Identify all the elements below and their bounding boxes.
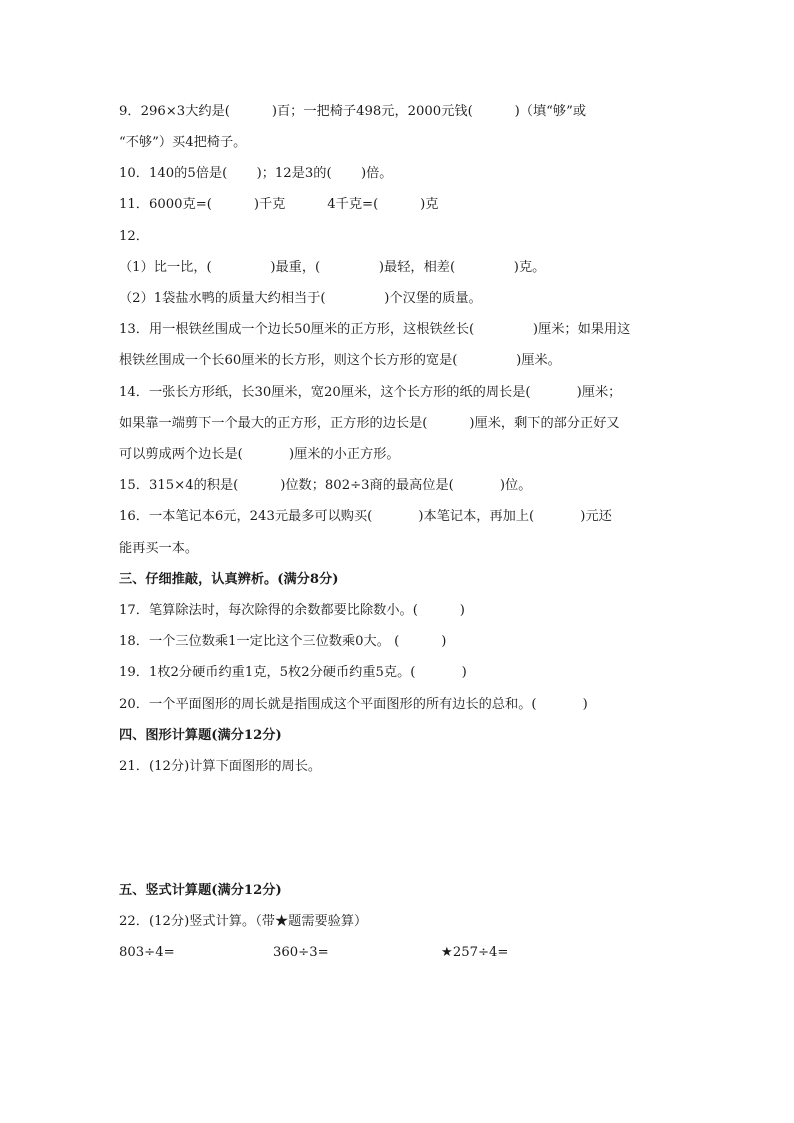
question-18: 18．一个三位数乘1一定比这个三位数乘0大。 ( ) [119,634,447,649]
question-20: 20．一个平面图形的周长就是指围成这个平面图形的所有边长的总和。( ) [119,697,588,712]
question-14-line-3: 可以剪成两个边长是( )厘米的小正方形。 [119,447,400,462]
question-21: 21．(12分)计算下面图形的周长。 [119,759,322,774]
question-16-line-1: 16．一本笔记本6元，243元最多可以购买( )本笔记本，再加上( )元还 [119,509,612,524]
calculation-1: 803÷4= [119,945,175,960]
question-10: 10．140的5倍是( )；12是3的( )倍。 [119,166,393,181]
question-14-line-1: 14．一张长方形纸，长30厘米，宽20厘米，这个长方形的纸的周长是( )厘米； [119,385,622,400]
question-14-line-2: 如果靠一端剪下一个最大的正方形，正方形的边长是( )厘米，剩下的部分正好又 [119,416,620,431]
question-12-part-2: （2）1袋盐水鸭的质量大约相当于( )个汉堡的质量。 [119,291,482,306]
question-9-line-2: “不够”）买4把椅子。 [119,135,247,150]
calculation-3: ★257÷4= [441,945,509,960]
calculation-2: 360÷3= [273,945,329,960]
section-4-heading: 四、图形计算题(满分12分) [119,728,282,743]
question-17: 17．笔算除法时，每次除得的余数都要比除数小。( ) [119,603,465,618]
question-12-part-1: （1）比一比，( )最重，( )最轻，相差( )克。 [119,260,546,275]
question-15: 15．315×4的积是( )位数；802÷3商的最高位是( )位。 [119,478,532,493]
section-3-heading: 三、仔细推敲，认真辨析。(满分8分) [119,572,339,587]
question-13-line-2: 根铁丝围成一个长60厘米的长方形，则这个长方形的宽是( )厘米。 [119,353,561,368]
question-12: 12． [119,229,149,244]
section-5-heading: 五、竖式计算题(满分12分) [119,883,282,898]
question-11: 11．6000克=( )千克 4千克=( )克 [119,197,439,212]
question-22: 22．(12分)竖式计算。（带★题需要验算） [119,914,368,929]
question-16-line-2: 能再买一本。 [119,541,199,556]
question-19: 19．1枚2分硬币约重1克，5枚2分硬币约重5克。( ) [119,665,467,680]
question-13-line-1: 13．用一根铁丝围成一个边长50厘米的正方形，这根铁丝长( )厘米；如果用这 [119,322,631,337]
question-9-line-1: 9．296×3大约是( )百；一把椅子498元，2000元钱( )（填“够”或 [119,104,587,119]
